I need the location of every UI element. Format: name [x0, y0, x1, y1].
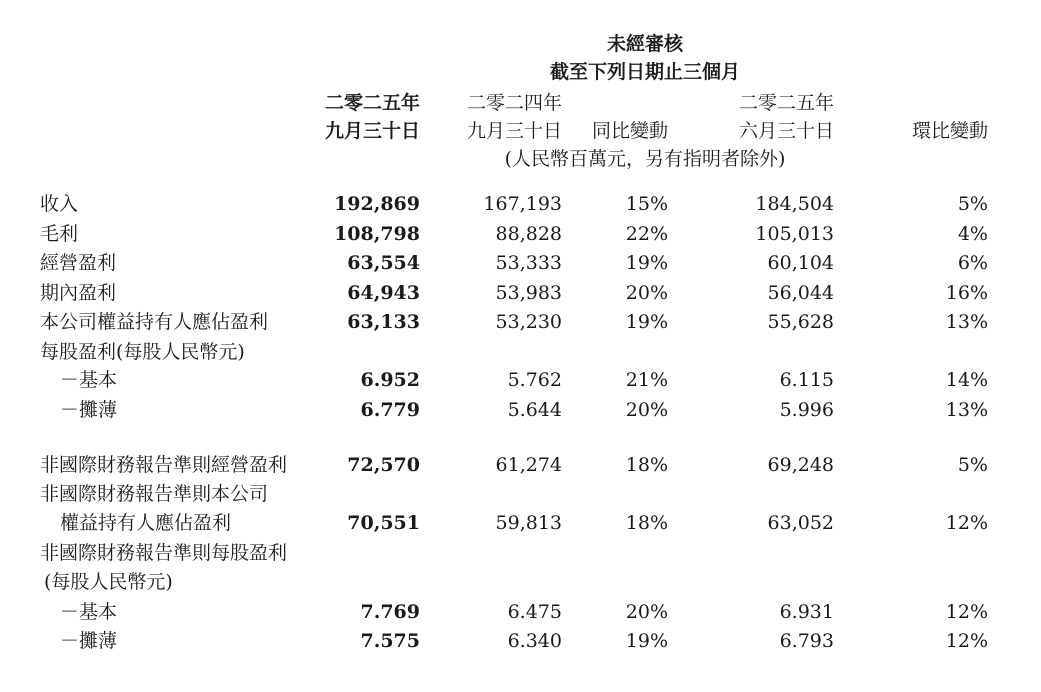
header-unaudited: 未經審核: [606, 33, 683, 55]
cell-2024q3: 6.340: [507, 630, 562, 652]
cell-yoy-change: 18%: [625, 512, 668, 534]
cell-2025q2: 56,044: [767, 282, 834, 304]
cell-qoq-change: 4%: [957, 223, 988, 245]
cell-yoy-change: 18%: [625, 454, 668, 476]
cell-2025q2: 105,013: [755, 223, 834, 245]
cell-yoy-change: 19%: [625, 630, 668, 652]
cell-2025q3: 70,551: [347, 512, 420, 534]
cell-qoq-change: 14%: [945, 369, 988, 391]
cell-2024q3: 167,193: [483, 193, 562, 215]
cell-qoq-change: 5%: [957, 193, 988, 215]
cell-2025q2: 5.996: [779, 399, 834, 421]
cell-2025q3: 7.575: [360, 630, 420, 652]
cell-2025q2: 55,628: [767, 311, 834, 333]
cell-2025q2: 184,504: [755, 193, 834, 215]
col1-header-year: 二零二五年: [324, 92, 420, 114]
header-period: 截至下列日期止三個月: [549, 61, 740, 83]
cell-2024q3: 53,333: [495, 252, 562, 274]
cell-qoq-change: 12%: [945, 512, 988, 534]
cell-yoy-change: 19%: [625, 311, 668, 333]
cell-qoq-change: 13%: [945, 311, 988, 333]
cell-2025q2: 63,052: [767, 512, 834, 534]
cell-qoq-change: 5%: [957, 454, 988, 476]
cell-qoq-change: 13%: [945, 399, 988, 421]
cell-yoy-change: 22%: [625, 223, 668, 245]
cell-2025q3: 192,869: [334, 193, 420, 215]
cell-2025q3: 6.952: [360, 369, 420, 391]
col2-header-date: 九月三十日: [466, 120, 562, 142]
cell-2025q3: 63,133: [347, 311, 420, 333]
cell-2024q3: 5.644: [507, 399, 562, 421]
cell-2025q3: 108,798: [334, 223, 420, 245]
row-label: 毛利: [40, 223, 79, 245]
cell-yoy-change: 19%: [625, 252, 668, 274]
cell-yoy-change: 20%: [625, 601, 668, 623]
cell-2025q2: 60,104: [767, 252, 834, 274]
cell-yoy-change: 21%: [625, 369, 668, 391]
cell-2025q3: 7.769: [360, 601, 420, 623]
cell-qoq-change: 16%: [945, 282, 988, 304]
cell-2024q3: 61,274: [495, 454, 562, 476]
cell-2025q2: 6.931: [779, 601, 834, 623]
cell-2025q3: 64,943: [347, 282, 420, 304]
row-label: －攤薄: [60, 399, 118, 421]
row-label: 經營盈利: [40, 252, 117, 274]
row-label: －基本: [60, 601, 118, 623]
cell-2024q3: 6.475: [507, 601, 562, 623]
cell-2024q3: 59,813: [495, 512, 562, 534]
row-label: －基本: [60, 369, 118, 391]
cell-yoy-change: 15%: [625, 193, 668, 215]
row-label: 每股盈利(每股人民幣元): [40, 341, 245, 363]
row-label: 權益持有人應佔盈利: [60, 512, 232, 534]
unit-note: (人民幣百萬元，另有指明者除外): [504, 148, 786, 170]
cell-2024q3: 53,230: [495, 311, 562, 333]
cell-2025q2: 69,248: [767, 454, 834, 476]
cell-qoq-change: 12%: [945, 601, 988, 623]
cell-2025q2: 6.793: [779, 630, 834, 652]
col1-header-date: 九月三十日: [324, 120, 420, 142]
cell-2025q3: 6.779: [360, 399, 420, 421]
row-label: 非國際財務報告準則本公司: [40, 483, 269, 505]
col5-header-qoq: 環比變動: [911, 120, 988, 142]
cell-yoy-change: 20%: [625, 399, 668, 421]
row-label: 期內盈利: [40, 282, 117, 304]
col2-header-year: 二零二四年: [466, 92, 562, 114]
col3-header-yoy: 同比變動: [591, 120, 668, 142]
cell-qoq-change: 6%: [957, 252, 988, 274]
row-label: 本公司權益持有人應佔盈利: [40, 311, 269, 333]
row-label: 收入: [40, 193, 79, 215]
cell-qoq-change: 12%: [945, 630, 988, 652]
row-label: －攤薄: [60, 630, 118, 652]
col4-header-year: 二零二五年: [738, 92, 834, 114]
cell-2024q3: 53,983: [495, 282, 562, 304]
cell-2025q2: 6.115: [779, 369, 834, 391]
cell-2024q3: 88,828: [495, 223, 562, 245]
row-label: 非國際財務報告準則經營盈利: [40, 454, 288, 476]
col4-header-date: 六月三十日: [738, 120, 834, 142]
row-label: 非國際財務報告準則每股盈利: [40, 542, 288, 564]
cell-2025q3: 72,570: [347, 454, 420, 476]
row-label: (每股人民幣元): [44, 571, 173, 593]
cell-2024q3: 5.762: [507, 369, 562, 391]
cell-yoy-change: 20%: [625, 282, 668, 304]
cell-2025q3: 63,554: [347, 252, 420, 274]
